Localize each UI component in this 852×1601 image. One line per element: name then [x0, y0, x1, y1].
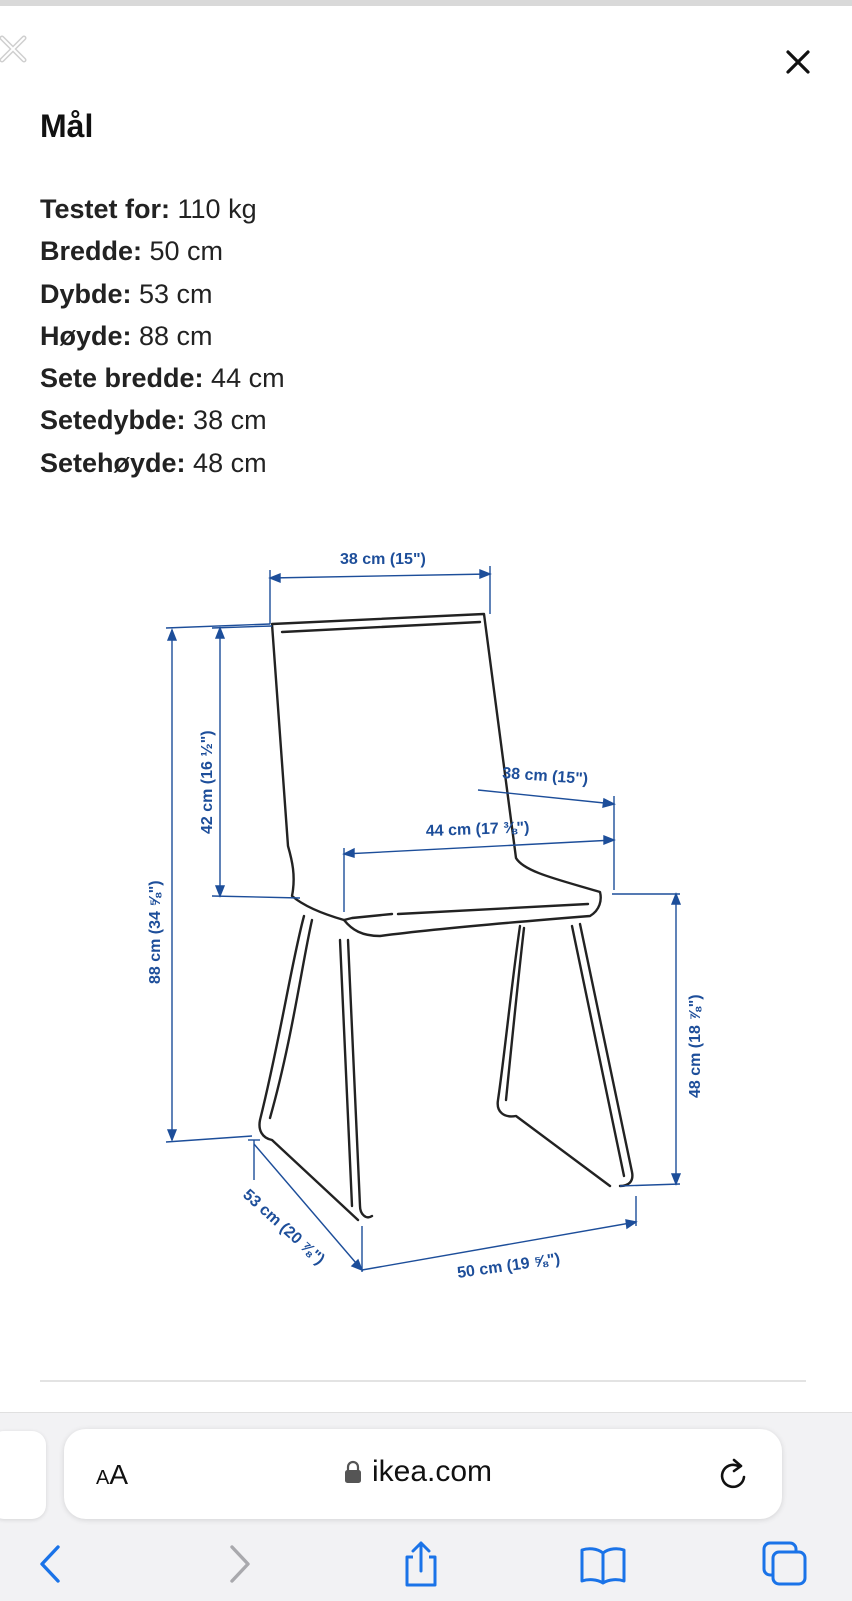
sheet-top-edge: [0, 0, 852, 6]
chair-dimension-diagram: [130, 530, 710, 1310]
spec-seat-depth: [40, 399, 285, 441]
previous-tab-preview[interactable]: [0, 1431, 46, 1519]
text-size-button[interactable]: [96, 1459, 128, 1491]
spec-seat-height: [40, 442, 285, 484]
forward-icon[interactable]: [212, 1539, 262, 1589]
browser-bottom-bar: [0, 1412, 852, 1601]
spec-seat-width: [40, 357, 285, 399]
spec-label: Dybde:: [40, 278, 132, 309]
tabs-icon[interactable]: [760, 1539, 810, 1589]
dim-backrest-height-label: 42 cm (16 ½"): [199, 730, 216, 834]
faded-close-icon: [0, 30, 40, 70]
close-icon: [780, 44, 816, 80]
text-size-large-a: A: [109, 1459, 129, 1490]
spec-width: [40, 230, 285, 272]
dimension-specs-list: [40, 188, 285, 484]
dim-seat-depth-label: 38 cm (15"): [501, 765, 589, 788]
spec-tested-for: [40, 188, 285, 230]
lock-icon: [344, 1460, 362, 1484]
spec-value: 44 cm: [203, 363, 285, 394]
dim-backrest-width-label: 38 cm (15"): [340, 551, 426, 568]
spec-value: 50 cm: [142, 236, 224, 267]
reload-icon[interactable]: [714, 1455, 754, 1495]
section-divider: [40, 1380, 806, 1382]
spec-label: Setedybde:: [40, 405, 186, 436]
spec-value: 53 cm: [131, 278, 213, 309]
spec-label: Testet for:: [40, 194, 171, 224]
spec-label: Høyde:: [40, 320, 132, 351]
sheet-title: Mål: [40, 108, 94, 144]
spec-value: 88 cm: [131, 320, 213, 351]
dim-seat-height-label: 48 cm (18 ⅞"): [687, 994, 704, 1098]
url-text: ikea.com: [372, 1455, 493, 1488]
chair-illustration: [260, 614, 633, 1220]
url-display[interactable]: [344, 1455, 492, 1489]
text-size-small-a: A: [96, 1467, 110, 1489]
spec-height: [40, 315, 285, 357]
spec-value: 38 cm: [185, 405, 267, 436]
share-icon[interactable]: [396, 1539, 446, 1589]
spec-value: 48 cm: [185, 447, 267, 478]
close-button[interactable]: [780, 44, 816, 80]
dim-depth-label: 53 cm (20 ⅞"): [239, 1186, 328, 1269]
dim-seat-width-label: 44 cm (17 ⅜"): [425, 819, 530, 840]
spec-depth: [40, 273, 285, 315]
bookmarks-icon[interactable]: [578, 1539, 628, 1589]
spec-label: Setehøyde:: [40, 447, 186, 478]
dimension-lines: [166, 566, 680, 1272]
spec-value: 110 kg: [170, 194, 257, 224]
spec-label: Bredde:: [40, 236, 143, 267]
dim-width-label: 50 cm (19 ⅝"): [456, 1250, 562, 1282]
back-icon[interactable]: [28, 1539, 78, 1589]
dim-total-height-label: 88 cm (34 ⅝"): [147, 880, 164, 984]
spec-label: Sete bredde:: [40, 363, 204, 394]
address-bar[interactable]: [64, 1429, 782, 1519]
